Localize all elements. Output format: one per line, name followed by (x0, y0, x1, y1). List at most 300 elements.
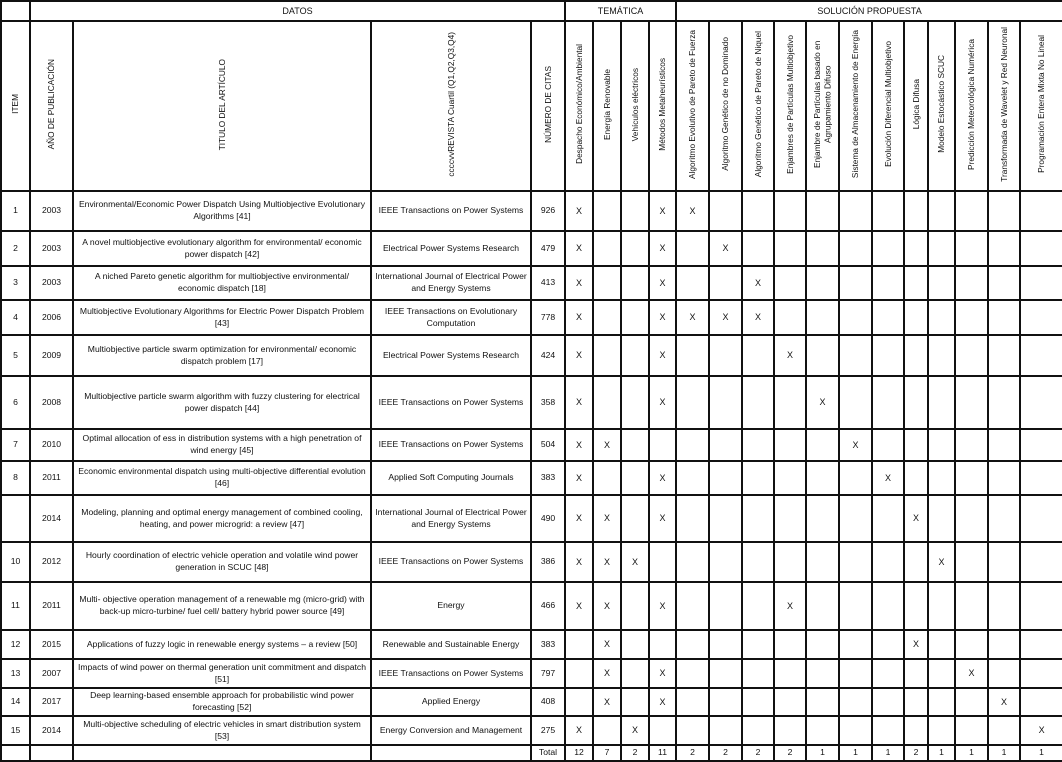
mark-cell (806, 266, 839, 300)
mark-cell (774, 300, 806, 335)
mark-cell (1020, 376, 1062, 429)
mark-cell (742, 231, 774, 266)
mark-cell (904, 659, 928, 688)
citations-cell: 424 (531, 335, 565, 376)
mark-cell: X (565, 266, 593, 300)
mark-cell (872, 542, 904, 582)
item-cell: 7 (1, 429, 30, 461)
mark-cell (872, 495, 904, 542)
total-cell: 1 (988, 745, 1020, 761)
citations-cell: 479 (531, 231, 565, 266)
item-cell: 8 (1, 461, 30, 495)
mark-cell: X (774, 582, 806, 630)
mark-cell (839, 266, 872, 300)
mark-cell (839, 191, 872, 231)
blank-cell (73, 745, 371, 761)
mark-cell (621, 191, 649, 231)
mark-cell (621, 429, 649, 461)
mark-cell (988, 300, 1020, 335)
mark-cell (649, 542, 676, 582)
mark-cell (593, 266, 621, 300)
total-cell: 1 (955, 745, 988, 761)
mark-cell (1020, 582, 1062, 630)
mark-cell (742, 542, 774, 582)
citations-cell: 275 (531, 716, 565, 745)
mark-cell (904, 300, 928, 335)
mark-cell (709, 376, 742, 429)
mark-cell (928, 231, 955, 266)
mark-cell (839, 376, 872, 429)
year-cell: 2007 (30, 659, 73, 688)
mark-cell (676, 688, 709, 716)
journal-cell: International Journal of Electrical Power and Energy Systems (371, 266, 531, 300)
journal-cell: IEEE Transactions on Power Systems (371, 659, 531, 688)
mark-cell (1020, 542, 1062, 582)
mark-cell (955, 716, 988, 745)
mark-cell: X (593, 688, 621, 716)
mark-cell (1020, 335, 1062, 376)
header-energia-renovable: Energía Renovable (593, 21, 621, 191)
header-enjambre-de-particulas-basado-en-agrupamiento-difuso: Enjambre de Partículas basado en Agrupamiento Difuso (806, 21, 839, 191)
mark-cell (839, 495, 872, 542)
citations-cell: 466 (531, 582, 565, 630)
mark-cell (774, 266, 806, 300)
journal-cell: Electrical Power Systems Research (371, 335, 531, 376)
journal-cell: IEEE Transactions on Power Systems (371, 542, 531, 582)
table-row (1, 716, 1062, 745)
mark-cell (806, 542, 839, 582)
header-despacho-economico-ambiental: Despacho Económico/Ambiental (565, 21, 593, 191)
mark-cell: X (565, 231, 593, 266)
mark-cell (839, 231, 872, 266)
mark-cell: X (649, 688, 676, 716)
mark-cell: X (593, 495, 621, 542)
year-cell: 2011 (30, 582, 73, 630)
mark-cell (1020, 231, 1062, 266)
header-title: TITULO DEL ARTÍCULO (73, 21, 371, 191)
table-row (1, 542, 1062, 582)
title-cell: Optimal allocation of ess in distribution systems with a high penetration of wind energy [45] (73, 429, 371, 461)
mark-cell: X (565, 716, 593, 745)
total-cell: 2 (676, 745, 709, 761)
mark-cell (928, 461, 955, 495)
mark-cell (709, 429, 742, 461)
item-cell: 4 (1, 300, 30, 335)
mark-cell (709, 495, 742, 542)
mark-cell (806, 335, 839, 376)
item-cell: 6 (1, 376, 30, 429)
mark-cell (955, 191, 988, 231)
mark-cell (872, 300, 904, 335)
mark-cell (955, 495, 988, 542)
mark-cell (621, 461, 649, 495)
mark-cell (676, 429, 709, 461)
total-cell: 1 (806, 745, 839, 761)
journal-cell: Applied Soft Computing Journals (371, 461, 531, 495)
blank-cell (1, 745, 30, 761)
mark-cell (955, 266, 988, 300)
mark-cell (621, 231, 649, 266)
header-citations: NÚMERO DE CITAS (531, 21, 565, 191)
mark-cell (928, 300, 955, 335)
mark-cell (676, 582, 709, 630)
mark-cell (676, 495, 709, 542)
mark-cell (988, 266, 1020, 300)
mark-cell (621, 495, 649, 542)
journal-cell: IEEE Transactions on Power Systems (371, 429, 531, 461)
mark-cell: X (593, 542, 621, 582)
mark-cell (676, 659, 709, 688)
table-row (1, 191, 1062, 231)
mark-cell: X (1020, 716, 1062, 745)
year-cell: 2003 (30, 191, 73, 231)
mark-cell (839, 716, 872, 745)
mark-cell (904, 582, 928, 630)
title-cell: Modeling, planning and optimal energy management of combined cooling, heating, and power microgrid: a review [47] (73, 495, 371, 542)
year-cell: 2015 (30, 630, 73, 659)
journal-cell: IEEE Transactions on Power Systems (371, 376, 531, 429)
journal-cell: International Journal of Electrical Power and Energy Systems (371, 495, 531, 542)
citations-cell: 797 (531, 659, 565, 688)
mark-cell (928, 688, 955, 716)
header-sistema-de-almacenamiento-de-energia: Sistema de Almacenamiento de Energía (839, 21, 872, 191)
mark-cell: X (904, 495, 928, 542)
mark-cell (621, 688, 649, 716)
item-cell (1, 495, 30, 542)
mark-cell (742, 461, 774, 495)
table-row (1, 582, 1062, 630)
mark-cell (806, 495, 839, 542)
mark-cell (709, 688, 742, 716)
mark-cell (774, 191, 806, 231)
mark-cell (988, 630, 1020, 659)
journal-cell: Energy Conversion and Management (371, 716, 531, 745)
header-prediccion-meteorologica-numerica: Predicción Meteorológica Numérica (955, 21, 988, 191)
journal-cell: IEEE Transactions on Power Systems (371, 191, 531, 231)
item-cell: 10 (1, 542, 30, 582)
mark-cell (649, 716, 676, 745)
total-cell: 1 (1020, 745, 1062, 761)
mark-cell (904, 429, 928, 461)
mark-cell: X (593, 659, 621, 688)
title-cell: Multi-objective scheduling of electric vehicles in smart distribution system [53] (73, 716, 371, 745)
mark-cell (709, 266, 742, 300)
mark-cell (928, 376, 955, 429)
header-vehiculos-electricos: Vehículos eléctricos (621, 21, 649, 191)
mark-cell (806, 659, 839, 688)
mark-cell (988, 495, 1020, 542)
mark-cell: X (565, 461, 593, 495)
mark-cell: X (565, 582, 593, 630)
item-cell: 3 (1, 266, 30, 300)
group-solucion: SOLUCIÓN PROPUESTA (676, 1, 1062, 21)
year-cell: 2017 (30, 688, 73, 716)
mark-cell: X (742, 266, 774, 300)
mark-cell: X (565, 191, 593, 231)
mark-cell (742, 688, 774, 716)
citations-cell: 926 (531, 191, 565, 231)
mark-cell (742, 191, 774, 231)
journal-cell: IEEE Transactions on Evolutionary Computation (371, 300, 531, 335)
mark-cell (988, 716, 1020, 745)
mark-cell (839, 659, 872, 688)
citations-cell: 408 (531, 688, 565, 716)
mark-cell: X (774, 335, 806, 376)
header-journal: ccccvvREVISTA Cuartil (Q1,Q2,Q3,Q4) (371, 21, 531, 191)
group-tematica: TEMÁTICA (565, 1, 676, 21)
title-cell: Impacts of wind power on thermal generation unit commitment and dispatch [51] (73, 659, 371, 688)
mark-cell: X (676, 300, 709, 335)
mark-cell (1020, 191, 1062, 231)
item-cell: 1 (1, 191, 30, 231)
mark-cell (872, 191, 904, 231)
citations-cell: 504 (531, 429, 565, 461)
mark-cell: X (565, 300, 593, 335)
mark-cell: X (872, 461, 904, 495)
mark-cell (621, 582, 649, 630)
year-cell: 2003 (30, 231, 73, 266)
total-cell: 7 (593, 745, 621, 761)
mark-cell: X (593, 582, 621, 630)
mark-cell (955, 376, 988, 429)
total-cell: 2 (742, 745, 774, 761)
table-row (1, 300, 1062, 335)
title-cell: A niched Pareto genetic algorithm for multiobjective environmental/ economic dispatch [18] (73, 266, 371, 300)
mark-cell: X (593, 429, 621, 461)
mark-cell (928, 582, 955, 630)
mark-cell (806, 688, 839, 716)
title-cell: Deep learning-based ensemble approach for probabilistic wind power forecasting [52] (73, 688, 371, 716)
mark-cell (872, 659, 904, 688)
mark-cell (774, 716, 806, 745)
mark-cell (565, 688, 593, 716)
mark-cell (593, 376, 621, 429)
year-cell: 2012 (30, 542, 73, 582)
header-evolucion-diferencial-multiobjetivo: Evolución Diferencial Multiobjetivo (872, 21, 904, 191)
mark-cell (649, 429, 676, 461)
mark-cell (742, 495, 774, 542)
mark-cell (676, 231, 709, 266)
total-label: Total (531, 745, 565, 761)
mark-cell (742, 582, 774, 630)
mark-cell (1020, 300, 1062, 335)
item-cell: 14 (1, 688, 30, 716)
mark-cell (676, 630, 709, 659)
mark-cell (774, 461, 806, 495)
total-cell: 2 (774, 745, 806, 761)
mark-cell (1020, 266, 1062, 300)
mark-cell (872, 231, 904, 266)
total-cell: 1 (928, 745, 955, 761)
mark-cell: X (955, 659, 988, 688)
year-cell: 2009 (30, 335, 73, 376)
table-row (1, 461, 1062, 495)
mark-cell (806, 300, 839, 335)
mark-cell (593, 335, 621, 376)
mark-cell (774, 376, 806, 429)
totals-row (1, 745, 1062, 761)
mark-cell: X (565, 429, 593, 461)
mark-cell: X (649, 495, 676, 542)
mark-cell (988, 191, 1020, 231)
mark-cell (872, 688, 904, 716)
mark-cell (988, 461, 1020, 495)
mark-cell (1020, 630, 1062, 659)
mark-cell (709, 716, 742, 745)
mark-cell (872, 582, 904, 630)
mark-cell (1020, 688, 1062, 716)
mark-cell (676, 461, 709, 495)
header-enjambres-de-particulas-multiobjetivo: Enjambres de Partículas Multiobjetivo (774, 21, 806, 191)
mark-cell (742, 429, 774, 461)
mark-cell: X (621, 542, 649, 582)
mark-cell (806, 630, 839, 659)
mark-cell: X (709, 231, 742, 266)
mark-cell: X (649, 266, 676, 300)
mark-cell (872, 335, 904, 376)
journal-cell: Energy (371, 582, 531, 630)
mark-cell (839, 335, 872, 376)
mark-cell (1020, 429, 1062, 461)
table-row (1, 495, 1062, 542)
table-row (1, 688, 1062, 716)
title-cell: Multiobjective particle swarm optimization for environmental/ economic dispatch problem [17] (73, 335, 371, 376)
total-cell: 1 (839, 745, 872, 761)
mark-cell (621, 266, 649, 300)
mark-cell: X (649, 376, 676, 429)
table-row (1, 335, 1062, 376)
total-cell: 12 (565, 745, 593, 761)
journal-cell: Renewable and Sustainable Energy (371, 630, 531, 659)
mark-cell (928, 630, 955, 659)
mark-cell (988, 376, 1020, 429)
mark-cell (928, 495, 955, 542)
blank-cell (371, 745, 531, 761)
mark-cell (928, 266, 955, 300)
year-cell: 2014 (30, 495, 73, 542)
mark-cell (676, 716, 709, 745)
mark-cell (839, 630, 872, 659)
mark-cell: X (565, 542, 593, 582)
mark-cell (593, 716, 621, 745)
mark-cell (742, 716, 774, 745)
mark-cell: X (565, 376, 593, 429)
table-row (1, 231, 1062, 266)
item-cell: 15 (1, 716, 30, 745)
mark-cell (955, 335, 988, 376)
item-cell: 5 (1, 335, 30, 376)
mark-cell (1020, 659, 1062, 688)
mark-cell (904, 376, 928, 429)
mark-cell (988, 231, 1020, 266)
title-cell: Hourly coordination of electric vehicle operation and volatile wind power generation in SCUC [48] (73, 542, 371, 582)
mark-cell (774, 630, 806, 659)
mark-cell (774, 429, 806, 461)
mark-cell (955, 461, 988, 495)
mark-cell (955, 231, 988, 266)
item-cell: 12 (1, 630, 30, 659)
mark-cell (806, 716, 839, 745)
mark-cell (593, 300, 621, 335)
mark-cell (593, 231, 621, 266)
mark-cell (621, 376, 649, 429)
mark-cell (839, 300, 872, 335)
journal-cell: Applied Energy (371, 688, 531, 716)
mark-cell: X (593, 630, 621, 659)
year-cell: 2006 (30, 300, 73, 335)
mark-cell (709, 630, 742, 659)
mark-cell (955, 300, 988, 335)
header-transformada-de-wavelet-y-red-neuronal: Transformada de Wavelet y Red Neuronal (988, 21, 1020, 191)
total-cell: 1 (872, 745, 904, 761)
mark-cell (565, 659, 593, 688)
item-cell: 11 (1, 582, 30, 630)
citations-cell: 386 (531, 542, 565, 582)
mark-cell (928, 335, 955, 376)
journal-cell: Electrical Power Systems Research (371, 231, 531, 266)
mark-cell: X (988, 688, 1020, 716)
mark-cell (904, 461, 928, 495)
mark-cell (774, 688, 806, 716)
year-cell: 2008 (30, 376, 73, 429)
item-cell: 2 (1, 231, 30, 266)
citations-cell: 383 (531, 630, 565, 659)
citations-cell: 778 (531, 300, 565, 335)
mark-cell (872, 630, 904, 659)
mark-cell (839, 688, 872, 716)
mark-cell: X (742, 300, 774, 335)
mark-cell (676, 542, 709, 582)
header-algoritmo-genetico-de-pareto-de-niquel: Algoritmo Genético de Pareto de Niquel (742, 21, 774, 191)
mark-cell (565, 630, 593, 659)
total-cell: 2 (709, 745, 742, 761)
mark-cell (988, 659, 1020, 688)
mark-cell (742, 335, 774, 376)
table-row (1, 429, 1062, 461)
mark-cell (774, 495, 806, 542)
citations-cell: 413 (531, 266, 565, 300)
mark-cell (593, 191, 621, 231)
mark-cell (928, 716, 955, 745)
mark-cell (904, 266, 928, 300)
mark-cell: X (928, 542, 955, 582)
mark-cell: X (649, 335, 676, 376)
table-row (1, 376, 1062, 429)
mark-cell: X (565, 495, 593, 542)
mark-cell (955, 429, 988, 461)
mark-cell (955, 542, 988, 582)
group-header-row (1, 1, 1062, 21)
mark-cell (872, 716, 904, 745)
mark-cell (806, 461, 839, 495)
mark-cell (872, 429, 904, 461)
mark-cell: X (565, 335, 593, 376)
mark-cell (806, 429, 839, 461)
header-modelo-estocastico-scuc: Modelo Estocástico SCUC (928, 21, 955, 191)
mark-cell (839, 582, 872, 630)
mark-cell (806, 582, 839, 630)
title-cell: Environmental/Economic Power Dispatch Using Multiobjective Evolutionary Algorithms [41] (73, 191, 371, 231)
mark-cell (621, 300, 649, 335)
mark-cell (774, 542, 806, 582)
mark-cell (774, 231, 806, 266)
title-cell: Multiobjective Evolutionary Algorithms for Electric Power Dispatch Problem [43] (73, 300, 371, 335)
mark-cell (872, 266, 904, 300)
mark-cell (1020, 495, 1062, 542)
mark-cell (742, 659, 774, 688)
mark-cell (621, 659, 649, 688)
mark-cell: X (839, 429, 872, 461)
